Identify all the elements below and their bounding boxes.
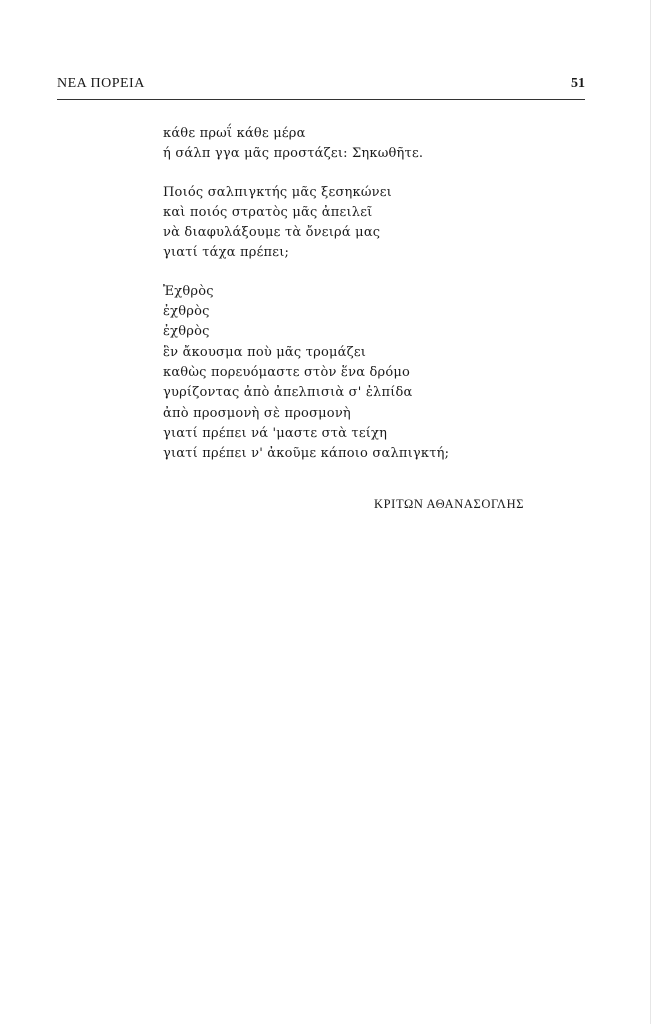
stanza-break [163,165,563,183]
header-rule [57,99,585,100]
poem-line: ἀπὸ προσμονὴ σὲ προσμονὴ [163,405,351,421]
page-number: 51 [571,76,585,91]
poem-line: καὶ ποιός στρατὸς μᾶς ἀπειλεῖ [163,204,373,220]
poem-line: γιατί πρέπει νά 'μαστε στὰ τείχη [163,425,388,441]
poem-body [163,124,563,464]
poem-line: νὰ διαφυλάξουμε τὰ ὄνειρά μας [163,225,381,241]
poem-line: γιατί πρέπει ν' ἀκοῦμε κάποιο σαλπιγκτή; [163,446,450,462]
poem-line: καθὼς πορευόμαστε στὸν ἕνα δρόμο [163,364,411,380]
author-signature: ΚΡΙΤΩΝ ΑΘΑΝΑΣΟΓΛΗΣ [374,497,525,511]
journal-title: ΝΕΑ ΠΟΡΕΙΑ [57,76,145,91]
poem-line: γυρίζοντας ἀπὸ ἀπελπισιὰ σ' ἐλπίδα [163,385,413,401]
poem-line: γιατί τάχα πρέπει; [163,245,290,261]
poem-line: ἓν ἄκουσμα ποὺ μᾶς τρομάζει [163,344,367,360]
poem-line: Ἐχθρὸς [163,283,214,299]
running-head [57,76,585,98]
poem-line: ἐχθρὸς [163,324,210,340]
poem-line: ἐχθρὸς [163,304,210,320]
poem-line: Ποιός σαλπιγκτής μᾶς ξεσηκώνει [163,184,392,200]
poem-line: ή σάλπ γγα μᾶς προστάζει: Σηκωθῆτε. [163,146,424,162]
stanza-break [163,264,563,282]
poem-line: κάθε πρωΐ κάθε μέρα [163,126,306,141]
